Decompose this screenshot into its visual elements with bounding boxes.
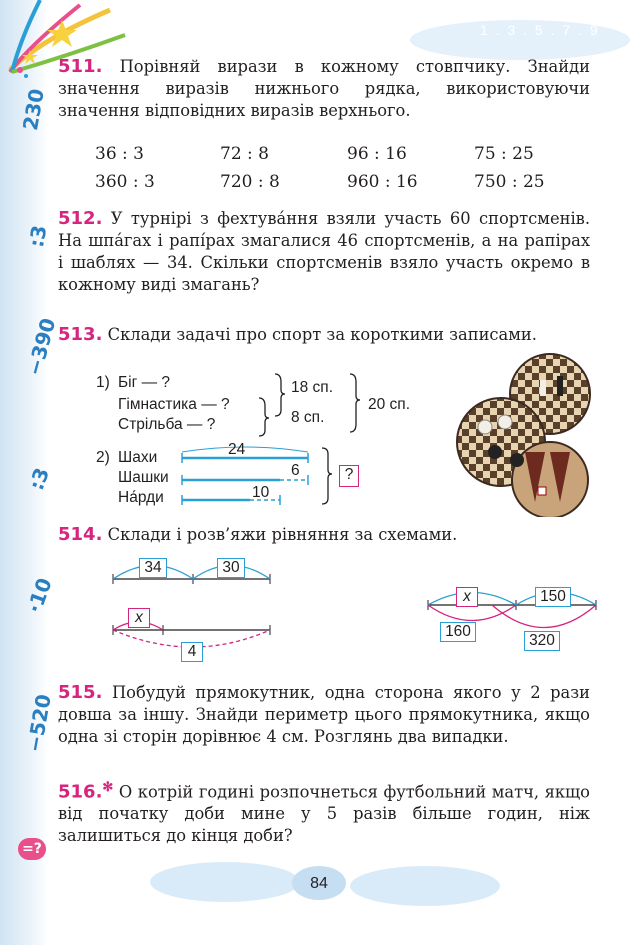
header-digits: 1 . 3 . 5 . 7 . 9 <box>480 22 600 38</box>
margin-mul10: ·10 <box>22 574 57 617</box>
margin-div3-b: :3 <box>24 464 55 494</box>
expr: 720 : 8 <box>220 172 280 192</box>
board-games-illustration <box>455 352 595 517</box>
task-text: Побудуй прямокутник, одна сторона якого у 2 рази довша за іншу. Знайди периметр цього прямокутника, якщо одна зі сторін дорівнює 4 см. Розглянь два випадки. <box>58 683 590 746</box>
s1-brace-8: 8 сп. <box>291 409 325 426</box>
scheme2-box-150: 150 <box>535 587 571 607</box>
scheme1-box-34: 34 <box>139 558 167 578</box>
task-text: Склади і розв’яжи рівняння за схемами. <box>107 525 458 544</box>
margin-div3-a: :3 <box>24 223 52 250</box>
expr: 96 : 16 <box>347 144 407 164</box>
task-number: 516. <box>58 781 103 803</box>
s2-value-24: 24 <box>228 441 246 458</box>
s2-value-10: 10 <box>252 484 270 501</box>
scheme1-box-x: x <box>128 608 150 628</box>
expr: 36 : 3 <box>95 144 144 164</box>
s2-item-chess: Шахи <box>118 449 158 466</box>
s1-total: 20 сп. <box>368 396 410 413</box>
task-512 <box>58 208 590 296</box>
task-number: 511. <box>58 56 103 77</box>
bottom-cloud-left <box>150 862 300 902</box>
margin-minus390: −390 <box>22 315 61 379</box>
margin-equals-question-icon: =? <box>18 838 46 860</box>
task-number: 513. <box>58 324 103 345</box>
task-514 <box>58 524 590 546</box>
task-number: 515. <box>58 682 103 703</box>
page-number: 84 <box>310 875 328 892</box>
expr: 360 : 3 <box>95 172 155 192</box>
task-number: 512. <box>58 208 103 229</box>
task-text: У турнірі з фехтува́ння взяли участь 60 спортсменів. На шпа́гах і рапі́рах змагалися 46 спортсменів, а на рапірах і шаблях — 34. Скільки спортсменів взяло участь окремо в кожному виді змагань? <box>58 209 590 294</box>
s2-label: 2) <box>96 449 110 466</box>
scheme1-box-4: 4 <box>181 642 203 662</box>
s2-item-backgammon: На́рди <box>118 489 164 506</box>
s1-label: 1) <box>96 374 110 391</box>
equation-scheme-2 <box>424 578 604 658</box>
scheme2-box-160: 160 <box>440 622 476 642</box>
expr: 75 : 25 <box>474 144 534 164</box>
scheme2-box-320: 320 <box>524 631 560 651</box>
margin-230: 230 <box>18 86 49 133</box>
s1-item-shoot: Стрільба — ? <box>118 416 216 433</box>
task-text: Порівняй вирази в кожному стовпчику. Знайди значення виразів нижнього рядка, використовуючи значення відповідних виразів верхнього. <box>58 57 590 120</box>
task-515 <box>58 682 590 748</box>
margin-minus520: −520 <box>22 692 56 755</box>
task-text: Склади задачі про спорт за короткими записами. <box>107 325 537 344</box>
scheme2-box-x: x <box>456 587 478 607</box>
asterisk-icon: ✻ <box>102 780 114 795</box>
task-516 <box>58 777 590 847</box>
task-513 <box>58 324 590 346</box>
task-number: 514. <box>58 524 103 545</box>
task-text: О котрій годині розпочнеться футбольний матч, якщо від початку доби мине у 5 разів більше годин, ніж залишиться до кінця доби? <box>58 782 590 846</box>
s1-item-gym: Гімнастика — ? <box>118 396 230 413</box>
s2-question-box: ? <box>339 465 359 487</box>
s1-item-run: Біг — ? <box>118 374 171 391</box>
expr: 960 : 16 <box>347 172 418 192</box>
task-511 <box>58 56 590 122</box>
expr: 72 : 8 <box>220 144 269 164</box>
s1-brace-18: 18 сп. <box>291 379 333 396</box>
s2-item-checkers: Шашки <box>118 469 169 486</box>
expr: 750 : 25 <box>474 172 545 192</box>
s2-value-6: 6 <box>291 462 300 479</box>
bottom-cloud-right <box>350 866 500 906</box>
scheme1-box-30: 30 <box>217 558 245 578</box>
